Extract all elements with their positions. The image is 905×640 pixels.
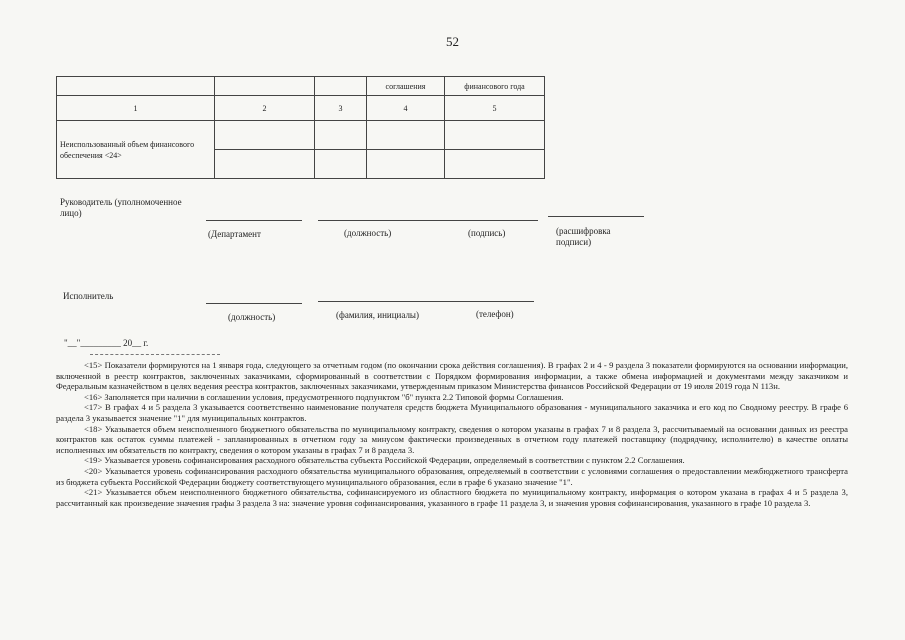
footnote: <17> В графах 4 и 5 раздела 3 указывается соответственно наименование получателя средств бюджета Муниципального образования - муниципального заказчика и его код по Сводному реестру. В графе 6 раздела 3 указывается значение "1" для муниципальных контрактов. [56,402,848,423]
signature-line [548,216,644,217]
date-line: "__"_________ 20__ г. [64,338,149,348]
table-cell [367,150,445,179]
table-cell [367,121,445,150]
page-number: 52 [446,34,459,49]
caption-name: (фамилия, инициалы) [336,310,419,320]
table-row [57,121,545,150]
form-table [56,76,545,179]
table-number-row [57,96,545,121]
footnote-separator [90,354,220,355]
signature-line [318,220,538,221]
table-cell: 2 [215,96,315,121]
table-cell: 3 [315,96,367,121]
signature-line [318,301,534,302]
caption-signature-decoding: (расшифровка подписи) [556,226,611,247]
footnote: <15> Показатели формируются на 1 января года, следующего за отчетным годом (по окончании срока действия соглашения). В графах 2 и 4 - 9 раздела 3 показатели формируются на основании информации, включенной в реестр контрактов, заключенных заказчиками, сформированный в соответствии с Порядком формирования информации, а также обмена информацией и документами между заказчиком и Федеральным казначейством в целях ведения реестра контрактов, заключенных заказчиками, утвержденным приказом Министерства финансов Российской Федерации от 19 июля 2019 года N 113н. [56,360,848,392]
table-header-row [57,77,545,96]
footnote: <20> Указывается уровень софинансирования расходного обязательства муниципального образования, определяемый в соответствии с условиями соглашения о предоставлении межбюджетного трансферта из бюджета субъекта Российской Федерации бюджету соответствующего муниципального образования, если в графе 6 указано значение "1". [56,465,848,487]
table-cell: 5 [445,96,545,121]
table-cell: 4 [367,96,445,121]
table-cell [445,121,545,150]
table-cell: соглашения [367,77,445,96]
unused-volume-label: Неиспользованный объем финансового обеспечения <24> [57,121,215,179]
table-cell: финансового года [445,77,545,96]
executor-label: Исполнитель [63,291,114,301]
table-cell: 1 [57,96,215,121]
table-cell [57,77,215,96]
table-cell [445,150,545,179]
footnote: <19> Указывается уровень софинансирования расходного обязательства субъекта Российской Федерации, определяемый в соответствии с пунктом 2.2 Соглашения. [84,455,685,466]
table-cell [315,121,367,150]
footnote: <21> Указывается объем неисполненного бюджетного обязательства, софинансируемого из областного бюджета по муниципальному контракту, информация о котором указана в графах 4 и 5 раздела 3, рассчитанный как произведение значения графы 3 раздела 3 на: значение уровня софинансирования, указанного в графе 11 раздела 3, и значения уровня софинансирования, указанного в графе 10 раздела 3. [56,487,848,508]
caption-department: (Департамент [208,229,261,239]
caption-position: (должность) [228,312,276,322]
caption-signature: (подпись) [468,228,506,238]
caption-phone: (телефон) [476,309,514,319]
table-cell [215,150,315,179]
signature-line [206,220,302,221]
caption-position: (должность) [344,228,392,238]
footnote: <18> Указывается объем неисполненного бюджетного обязательства по муниципальному контракту, сведения о котором указаны в графах 7 и 8 раздела 3, рассчитываемый на основании данных из реестра контрактов как остаток суммы платежей - запланированных в отчетном году за минусом фактически произведенных в отчетном году платежей поставщику (подрядчику, исполнителю) в качестве оплаты исполненных им обязательств по контракту, сведения о котором указаны в графах 7 и 8 раздела 3. [56,423,848,455]
table-cell [315,77,367,96]
footnote: <16> Заполняется при наличии в соглашении условия, предусмотренного подпунктом "б" пункта 2.2 Типовой формы Соглашения. [84,391,564,402]
table-cell [215,77,315,96]
table-cell [315,150,367,179]
table-cell [215,121,315,150]
signature-line [206,303,302,304]
footnotes [56,360,848,508]
head-label: Руководитель (уполномоченное лицо) [60,197,182,218]
